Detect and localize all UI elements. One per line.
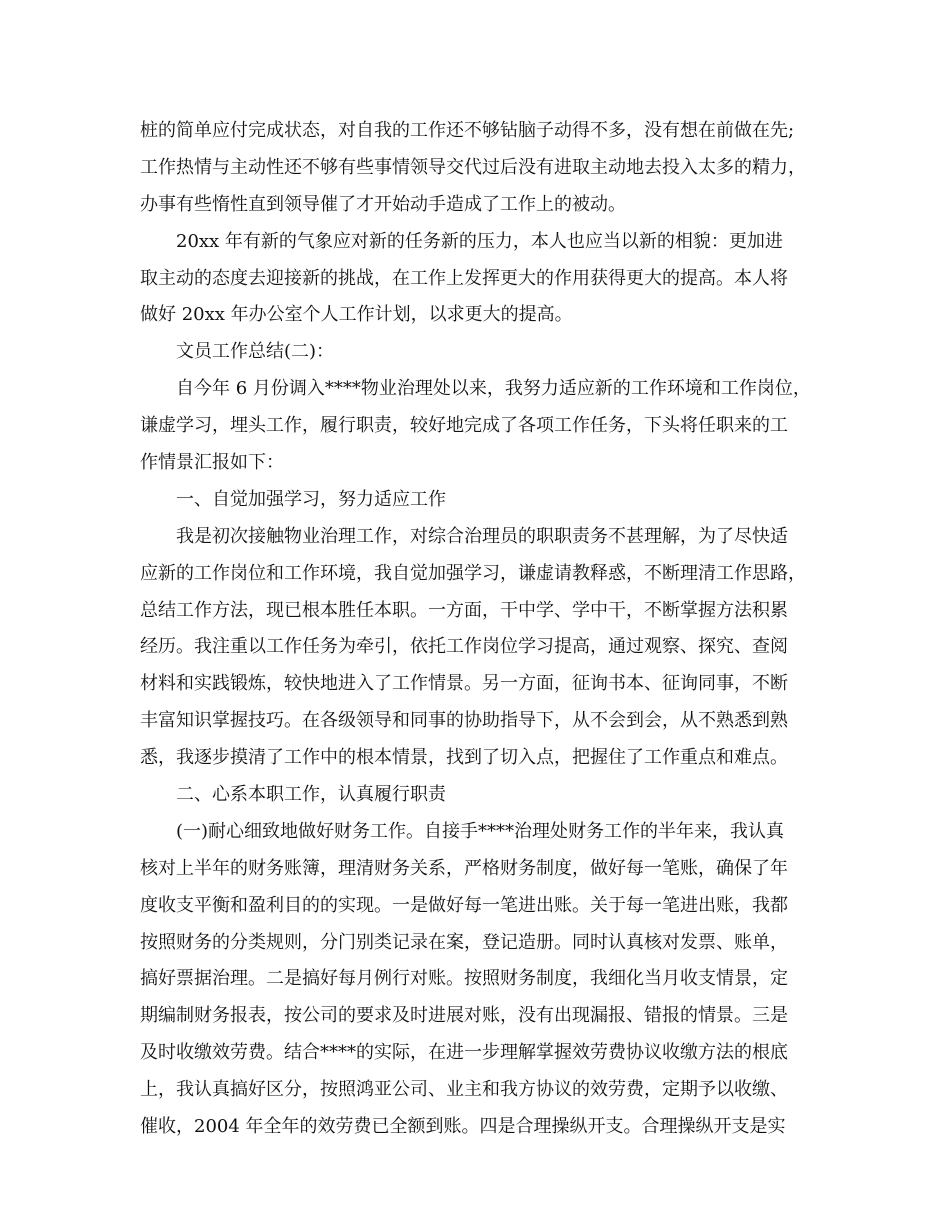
text-line: 上，我认真搞好区分，按照鸿亚公司、业主和我方协议的效劳费，定期予以收缴、 — [140, 1079, 788, 1101]
text-line: 办事有些惰性直到领导催了才开始动手造成了工作上的被动。 — [140, 193, 626, 215]
text-line: 经历。我注重以工作任务为牵引，依托工作岗位学习提高，通过观察、探究、查阅 — [140, 636, 788, 658]
text-line: 文员工作总结(二)： — [176, 341, 335, 363]
text-line: 按照财务的分类规则，分门别类记录在案，登记造册。同时认真核对发票、账单， — [140, 931, 788, 953]
text-line: 核对上半年的财务账簿，理清财务关系，严格财务制度，做好每一笔账，确保了年 — [140, 857, 788, 879]
text-line: 期编制财务报表，按公司的要求及时进展对账，没有出现漏报、错报的情景。三是 — [140, 1005, 788, 1027]
text-line: 搞好票据治理。二是搞好每月例行对账。按照财务制度，我细化当月收支情景，定 — [140, 968, 788, 990]
text-line: 桩的简单应付完成状态，对自我的工作还不够钻脑子动得不多，没有想在前做在先; — [140, 120, 795, 141]
document-page — [140, 113, 830, 1146]
text-line: 一、自觉加强学习，努力适应工作 — [176, 488, 446, 510]
text-line: 做好 20xx 年办公室个人工作计划，以求更大的提高。 — [140, 304, 573, 326]
text-line: 催收，2004 年全年的效劳费已全额到账。四是合理操纵开支。合理操纵开支是实 — [140, 1116, 786, 1138]
text-line: 我是初次接触物业治理工作，对综合治理员的职职责务不甚理解，为了尽快适 — [176, 525, 788, 547]
text-line: 作情景汇报如下： — [140, 452, 284, 474]
text-line: 度收支平衡和盈利目的的实现。一是做好每一笔进出账。关于每一笔进出账，我都 — [140, 894, 788, 916]
text-line: 总结工作方法，现已根本胜任本职。一方面，干中学、学中干，不断掌握方法积累 — [140, 599, 788, 621]
text-line: 悉，我逐步摸清了工作中的根本情景，找到了切入点，把握住了工作重点和难点。 — [140, 747, 788, 769]
text-line: 20xx 年有新的气象应对新的任务新的压力，本人也应当以新的相貌：更加进 — [176, 230, 783, 252]
text-line: 取主动的态度去迎接新的挑战，在工作上发挥更大的作用获得更大的提高。本人将 — [140, 267, 788, 289]
text-line: (一)耐心细致地做好财务工作。自接手****治理处财务工作的半年来，我认真 — [176, 820, 785, 842]
text-line: 自今年 6 月份调入****物业治理处以来，我努力适应新的工作环境和工作岗位， — [176, 378, 811, 400]
text-line: 二、心系本职工作，认真履行职责 — [176, 784, 446, 806]
text-line: 工作热情与主动性还不够有些事情领导交代过后没有进取主动地去投入太多的精力， — [140, 156, 806, 178]
text-line: 丰富知识掌握技巧。在各级领导和同事的协助指导下，从不会到会，从不熟悉到熟 — [140, 710, 788, 732]
text-line: 及时收缴效劳费。结合****的实际，在进一步理解掌握效劳费协议收缴方法的根底 — [140, 1042, 788, 1064]
text-line: 应新的工作岗位和工作环境，我自觉加强学习，谦虚请教释惑，不断理清工作思路， — [140, 562, 806, 584]
text-line: 材料和实践锻炼，较快地进入了工作情景。另一方面，征询书本、征询同事，不断 — [140, 673, 788, 695]
text-line: 谦虚学习，埋头工作，履行职责，较好地完成了各项工作任务，下头将任职来的工 — [140, 415, 788, 437]
